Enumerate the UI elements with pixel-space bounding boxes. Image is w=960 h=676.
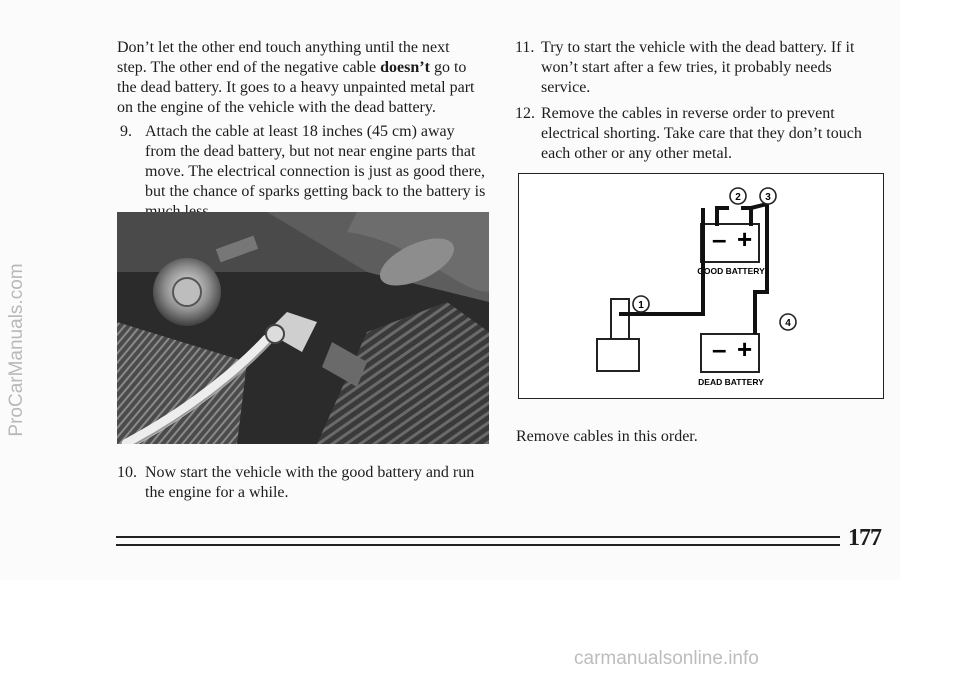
diagram-drawing	[519, 174, 882, 397]
negative-cable	[619, 208, 703, 314]
good-battery-minus: –	[712, 224, 727, 254]
footer-rule-bottom	[116, 544, 840, 546]
marker-3	[760, 188, 776, 204]
step-10	[117, 463, 497, 503]
intro-line-1: Don’t let the other end touch anything until the next	[117, 39, 450, 56]
step-12-text: Remove the cables in reverse order to prevent electrical shorting. Take care that they don’t touch each other or any other metal.	[541, 105, 862, 162]
svg-text:1: 1	[638, 300, 644, 311]
engine-photo-image	[117, 212, 489, 444]
step-10-number: 10.	[117, 464, 137, 481]
svg-text:2: 2	[735, 192, 741, 203]
good-battery-plus: +	[737, 224, 753, 254]
marker-4	[780, 314, 796, 330]
bottom-watermark: carmanualsonline.info	[574, 648, 759, 669]
step-11	[515, 38, 885, 98]
step-10-text: Now start the vehicle with the good battery and run the engine for a while.	[145, 464, 475, 501]
intro-line-4: on the engine of the vehicle with the dead battery.	[117, 99, 436, 116]
dead-battery-minus: –	[712, 334, 727, 364]
intro-bold-word: doesn’t	[380, 59, 430, 76]
engine-photo	[117, 212, 489, 444]
svg-text:3: 3	[765, 192, 771, 203]
marker-2	[730, 188, 746, 204]
step-12-number: 12.	[515, 105, 535, 122]
engine-ground-post	[611, 299, 629, 339]
step-9-number: 9.	[120, 123, 132, 140]
dead-battery-label: DEAD BATTERY	[698, 377, 764, 387]
step-12	[515, 104, 885, 164]
diagram-caption: Remove cables in this order.	[516, 428, 698, 445]
intro-line-3: the dead battery. It goes to a heavy unpainted metal part	[117, 79, 475, 96]
step-9	[120, 122, 490, 226]
engine-block	[597, 339, 639, 371]
good-battery-label: GOOD BATTERY	[697, 266, 765, 276]
intro-paragraph	[117, 38, 487, 118]
side-watermark: ProCarManuals.com	[6, 263, 27, 437]
footer-rule-top	[116, 536, 840, 538]
intro-line-2: step. The other end of the negative cable doesn’t go to	[117, 59, 467, 76]
marker-1	[633, 296, 649, 312]
step-11-text: Try to start the vehicle with the dead battery. If it won’t start after a few tries, it probably needs service.	[541, 39, 855, 96]
step-11-number: 11.	[515, 39, 535, 56]
dead-battery-plus: +	[737, 334, 753, 364]
page-number: 177	[848, 525, 881, 551]
cable-removal-diagram	[518, 173, 884, 399]
svg-text:4: 4	[785, 318, 791, 329]
step-9-text: Attach the cable at least 18 inches (45 cm) away from the dead battery, but not near engine parts that move. The electrical connection is just as good there, but the chance of sparks getting back to the battery is	[145, 123, 486, 200]
